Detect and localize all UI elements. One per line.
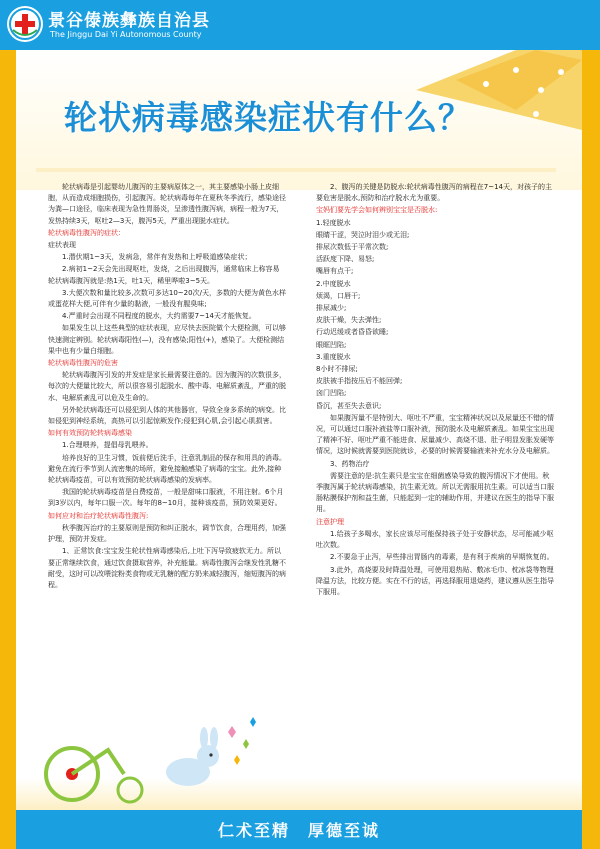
content-panel [16,50,582,810]
section-heading: 轮状病毒性腹泻的危害 [48,359,118,368]
list-line: 皮肤被手指按压后不能回弹; [316,377,403,386]
title-banner [16,50,582,190]
paragraph: 1.潜伏期1~3天，发病急，常伴有发热和上呼吸道感染症状； [62,253,252,262]
footer-slogan: 仁术至精 厚德至诚 [217,821,380,840]
footer-bar [16,810,582,849]
bicycle-bunny-illustration [38,710,268,810]
county-logo [7,6,43,42]
list-line: 排尿减少; [316,304,347,313]
paragraph: 如果发生以上这些典型的症状表现，应尽快去医院做个大便检测，可以够快速测定辨别。轮状病毒阳性(—)，没有感染;阳性(+)，感染了。大便检测结果中也有少量白细胞。 [48,324,286,355]
paragraph: 1.给孩子多喝水，家长应该尽可能保持孩子处于安静状态，尽可能减少呕吐次数。 [316,529,554,550]
section-heading: 如何应对和治疗轮状病毒性腹泻: [48,511,149,520]
paragraph: 另外轮状病毒还可以侵犯到人体的其他器官，导致全身多系统的病变。比如侵犯到神经系统，高热可以引起惊厥发作;侵犯到心肌,会引起心肌损害。 [48,405,286,426]
article-body [48,182,554,624]
list-line: 囟门凹陷; [316,389,347,398]
list-line: 1.轻度脱水 [316,218,351,227]
paragraph: 4.严重时会出现不同程度的脱水，大约需要7~14天才能恢复。 [62,312,256,321]
header-bar [0,0,600,50]
paragraph: 轮状病毒腹泻引发的并发症是家长最需要注意的。因为腹泻的次数很多，每次的大便量比较大，所以很容易引起脱水、酸中毒、电解质紊乱，严重的脱水、电解质紊乱可以危及生命的。 [48,371,286,402]
list-line: 眼睛干涩，哭泣时泪少或无泪; [316,230,410,239]
paragraph: 3.大便次数和量比较多,次数可多达10~20次/天，多数的大便为黄色水样或蛋花样大便,可伴有少量的黏液，一般没有腥臭味; [48,288,286,309]
paragraph: 3、药物治疗 [330,459,370,468]
paragraph: 2.病初1~2天会先出现呕吐，发烧，之后出现腹泻，通常临床上称容易轮状病毒腹泻就是:热1天，吐1天，稀里哗啦3~5天。 [48,265,280,285]
paragraph: 秋季腹泻治疗的主要原则是预防和纠正脱水，调节饮食，合理用药，加强护理，预防并发症。 [48,523,286,544]
list-line: 活跃度下降、易怒; [316,255,375,264]
paragraph: 培养良好的卫生习惯，饭前便后洗手，注意乳制品的保存和用具的消毒。避免在流行季节到人流密集的场所，避免接触感染了病毒的宝宝。此外,接种轮状病毒疫苗，可以有效预防轮状病毒感染的发病率。 [48,453,286,485]
list-line: 昏沉，甚至失去意识; [316,401,382,410]
page-title: 轮状病毒感染症状有什么？ [64,98,472,137]
paragraph: 1、正常饮食:宝宝发生轮状性病毒感染后,上吐下泻导致疲软无力。所以要正常继续饮食，通过饮食摄取营养，补充能量。病毒性腹泻会继发性乳糖不耐受，这时可以改喂淀粉类食物或无乳糖的配方奶来减轻腹泻，缩短腹泻的病程。 [48,547,286,589]
county-name-cn: 景谷傣族彝族自治县 [48,11,210,31]
section-heading: 注意护理 [316,517,344,526]
list-line: 行动迟缓或者昏昏欲睡; [316,328,389,337]
paragraph: 轮状病毒是引起婴幼儿腹泻的主要病原体之一，其主要感染小肠上皮细胞，从而造成细胞损伤，引起腹泻。轮状病毒每年在夏秋冬季流行，感染途径为粪—口途径，临床表现为急性胃肠炎，呈渗透性腹泻病，病程一般为7天，发热持续3天，呕吐2—3天，腹泻5天，严重出现脱水症状。 [48,183,286,225]
paragraph: 我国的轮状病毒疫苗是自费疫苗，一般是甜味口服液，不用注射。6个月到3岁以内，每年口服一次。每年的8~10月，接种该疫苗，预防效果更好。 [48,488,284,508]
paragraph: 1.合理喂养，提倡母乳喂养。 [62,441,153,450]
paragraph: 3.此外，高烧要及时降温处理，可使用退热贴、敷冰毛巾、枕冰袋等物理降温方法，比较方便。实在不行的话，再选择服用退烧药，建议遵从医生指导下服用。 [316,565,554,596]
paragraph: 2.不要急于止泻，早些排出胃肠内的毒素，是有利于疾病的早期恢复的。 [330,553,554,562]
paragraph: 如果腹泻量不是特别大、呕吐不严重，宝宝精神状况以及尿量还不错的情况，可以通过口服补液盐等口服补液，预防脱水及电解质紊乱。如果宝宝出现了精神不好、呕吐严重不能进食、尿量减少、高烧不退、肚子明显发胀发硬等情况，这时候就需要到医院就诊，必要的时候需要输液来补充水分及电解质。 [316,413,554,456]
list-line: 嘴唇有点干; [316,267,354,276]
section-heading: 轮状病毒性腹泻的症状： [48,228,125,237]
section-heading: 如何有效预防轮转病毒感染 [48,429,132,438]
county-name-en: The Jinggu Dai Yi Autonomous County [50,30,202,39]
section-heading: 宝妈们要先学会如何辨别宝宝是否脱水: [316,206,438,215]
logo-emblem-icon [7,6,43,42]
left-column [48,182,286,624]
list-line: 眼眶凹陷; [316,340,347,349]
right-column [316,182,554,624]
list-line: 3.重度脱水 [316,352,351,361]
list-line: 皮肤干燥，失去弹性; [316,316,382,325]
list-line: 烦渴，口唇干; [316,291,361,300]
paragraph: 2、腹泻的关键是防脱水:轮状病毒性腹泻的病程在7~14天，对孩子的主要危害是脱水,预防和治疗脱水尤为重要。 [316,183,553,203]
list-line: 8小时不排尿; [316,365,358,374]
list-line: 症状表现 [48,241,76,250]
list-line: 2.中度脱水 [316,279,351,288]
list-line: 排尿次数低于平常次数; [316,243,389,252]
paragraph: 需要注意的是:抗生素只是宝宝在细菌感染导致的腹泻情况下才使用。秋季腹泻属于轮状病毒感染，抗生素无效。所以无需服用抗生素。可以适当口服肠粘膜保护剂和益生菌，只能起到一定的辅助作用，并建议在医生的指导下服用。 [316,471,554,514]
